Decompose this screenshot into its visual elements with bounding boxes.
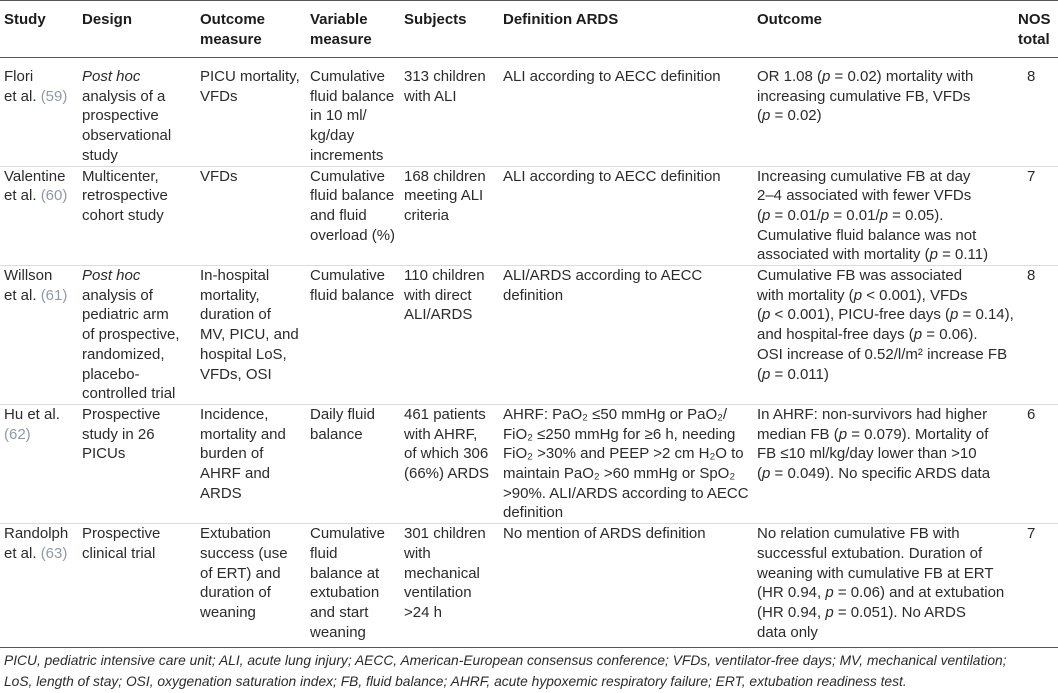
header-row <box>0 0 1058 58</box>
cell-design: Post hoc analysis of a prospective observational study <box>82 58 200 167</box>
p-value-symbol: p <box>762 107 771 125</box>
cell-study: Hu et al. (62) <box>0 405 82 524</box>
p-value-symbol: p <box>929 246 938 264</box>
cell-nos-total: 8 <box>1018 58 1058 167</box>
header-outcome-measure: Outcome measure <box>200 0 310 58</box>
cell-outcome: Increasing cumulative FB at day 2–4 associated with fewer VFDs (p = 0.01/p = 0.01/p = 0.05). Cumulative fluid balance was not associated with mortality (p = 0.11) <box>757 167 1018 267</box>
cell-outcome-measure: VFDs <box>200 167 310 267</box>
cell-outcome-measure: Extubation success (use of ERT) and duration of weaning <box>200 524 310 648</box>
p-value-symbol: p <box>825 603 834 621</box>
p-value-symbol: p <box>822 68 831 85</box>
p-value-symbol: p <box>913 326 923 344</box>
p-value-symbol: p <box>838 425 848 443</box>
cell-outcome: No relation cumulative FB with successful extubation. Duration of weaning with cumulative FB at ERT (HR 0.94, p = 0.06) and at extubation (HR 0.94, p = 0.051). No ARDS data only <box>757 524 1018 648</box>
p-value-symbol: p <box>762 365 771 383</box>
cell-definition-ards: AHRF: PaO₂ ≤50 mmHg or PaO₂/ FiO₂ ≤250 mmHg for ≥6 h, needing FiO₂ >30% and PEEP >2 cm H₂O to maintain PaO₂ >60 mmHg or SpO₂ >90%. ALI/ARDS according to AECC definition <box>503 405 757 524</box>
p-value-symbol: p <box>762 465 771 483</box>
header-subjects: Subjects <box>404 0 503 58</box>
citation-link[interactable]: (59) <box>40 87 68 105</box>
cell-variable-measure: Cumulative fluid balance and fluid overload (%) <box>310 167 404 267</box>
table-row <box>0 58 1058 167</box>
cell-nos-total: 8 <box>1018 266 1058 405</box>
cell-definition-ards: ALI according to AECC definition <box>503 167 757 267</box>
cell-outcome-measure: Incidence, mortality and burden of AHRF and ARDS <box>200 405 310 524</box>
citation-link[interactable]: (60) <box>40 187 68 205</box>
cell-subjects: 168 children meeting ALI criteria <box>404 167 503 267</box>
header-study: Study <box>0 0 82 58</box>
cell-outcome-measure: In-hospital mortality, duration of MV, PICU, and hospital LoS, VFDs, OSI <box>200 266 310 405</box>
cell-design: Prospective clinical trial <box>82 524 200 648</box>
cell-subjects: 461 patients with AHRF, of which 306 (66%) ARDS <box>404 405 503 524</box>
header-nos-total: NOS total <box>1018 0 1058 58</box>
cell-outcome: Cumulative FB was associated with mortality (p < 0.001), VFDs (p < 0.001), PICU-free days (p = 0.14), and hospital-free days (p = 0.06). OSI increase of 0.52/l/m² increase FB (p = 0.011) <box>757 266 1018 405</box>
cell-nos-total: 7 <box>1018 524 1058 648</box>
cell-definition-ards: No mention of ARDS definition <box>503 524 757 648</box>
cell-design: Post hoc analysis of pediatric arm of prospective, randomized, placebo- controlled trial <box>82 266 200 405</box>
table-row <box>0 266 1058 405</box>
citation-link[interactable]: (62) <box>4 425 31 443</box>
p-value-symbol: p <box>825 584 834 602</box>
cell-variable-measure: Cumulative fluid balance in 10 ml/ kg/day increments <box>310 58 404 167</box>
cell-outcome: In AHRF: non-survivors had higher median FB (p = 0.079). Mortality of FB ≤10 ml/kg/day lower than >10 (p = 0.049). No specific ARDS data <box>757 405 1018 524</box>
p-value-symbol: p <box>762 206 771 224</box>
cell-study: Flori et al. (59) <box>0 58 82 167</box>
cell-subjects: 301 children with mechanical ventilation >24 h <box>404 524 503 648</box>
citation-link[interactable]: (61) <box>40 286 68 304</box>
cell-nos-total: 6 <box>1018 405 1058 524</box>
cell-definition-ards: ALI according to AECC definition <box>503 58 757 167</box>
cell-design: Multicenter, retrospective cohort study <box>82 167 200 267</box>
cell-outcome: OR 1.08 (p = 0.02) mortality with increasing cumulative FB, VFDs (p = 0.02) <box>757 58 1018 167</box>
table-footnote: PICU, pediatric intensive care unit; ALI, acute lung injury; AECC, American-European consensus conference; VFDs, ventilator-free days; MV, mechanical ventilation; LoS, length of stay; OSI, oxygenation saturation index; FB, fluid balance; AHRF, acute hypoxemic respiratory failure; ERT, extubation readiness test. <box>4 653 1007 690</box>
cell-variable-measure: Cumulative fluid balance at extubation and start weaning <box>310 524 404 648</box>
cell-outcome-measure: PICU mortality, VFDs <box>200 58 310 167</box>
p-value-symbol: p <box>853 286 863 304</box>
table-row <box>0 167 1058 267</box>
header-definition-ards: Definition ARDS <box>503 0 757 58</box>
table-row <box>0 405 1058 524</box>
cell-study: Willson et al. (61) <box>0 266 82 405</box>
cell-subjects: 313 children with ALI <box>404 58 503 167</box>
header-variable-measure: Variable measure <box>310 0 404 58</box>
p-value-symbol: p <box>820 206 830 224</box>
cell-definition-ards: ALI/ARDS according to AECC definition <box>503 266 757 405</box>
p-value-symbol: p <box>762 306 771 324</box>
italic-term: Post hoc <box>82 68 141 85</box>
cell-variable-measure: Daily fluid balance <box>310 405 404 524</box>
italic-term: Post hoc <box>82 267 141 285</box>
table-body <box>0 58 1058 648</box>
cell-design: Prospective study in 26 PICUs <box>82 405 200 524</box>
cell-study: Randolph et al. (63) <box>0 524 82 648</box>
citation-link[interactable]: (63) <box>40 544 68 562</box>
cell-subjects: 110 children with direct ALI/ARDS <box>404 266 503 405</box>
header-outcome: Outcome <box>757 0 1018 58</box>
cell-variable-measure: Cumulative fluid balance <box>310 266 404 405</box>
header-design: Design <box>82 0 200 58</box>
table-row <box>0 524 1058 648</box>
cell-study: Valentine et al. (60) <box>0 167 82 267</box>
p-value-symbol: p <box>879 206 888 224</box>
table-header <box>0 0 1058 58</box>
cell-nos-total: 7 <box>1018 167 1058 267</box>
p-value-symbol: p <box>950 306 959 324</box>
